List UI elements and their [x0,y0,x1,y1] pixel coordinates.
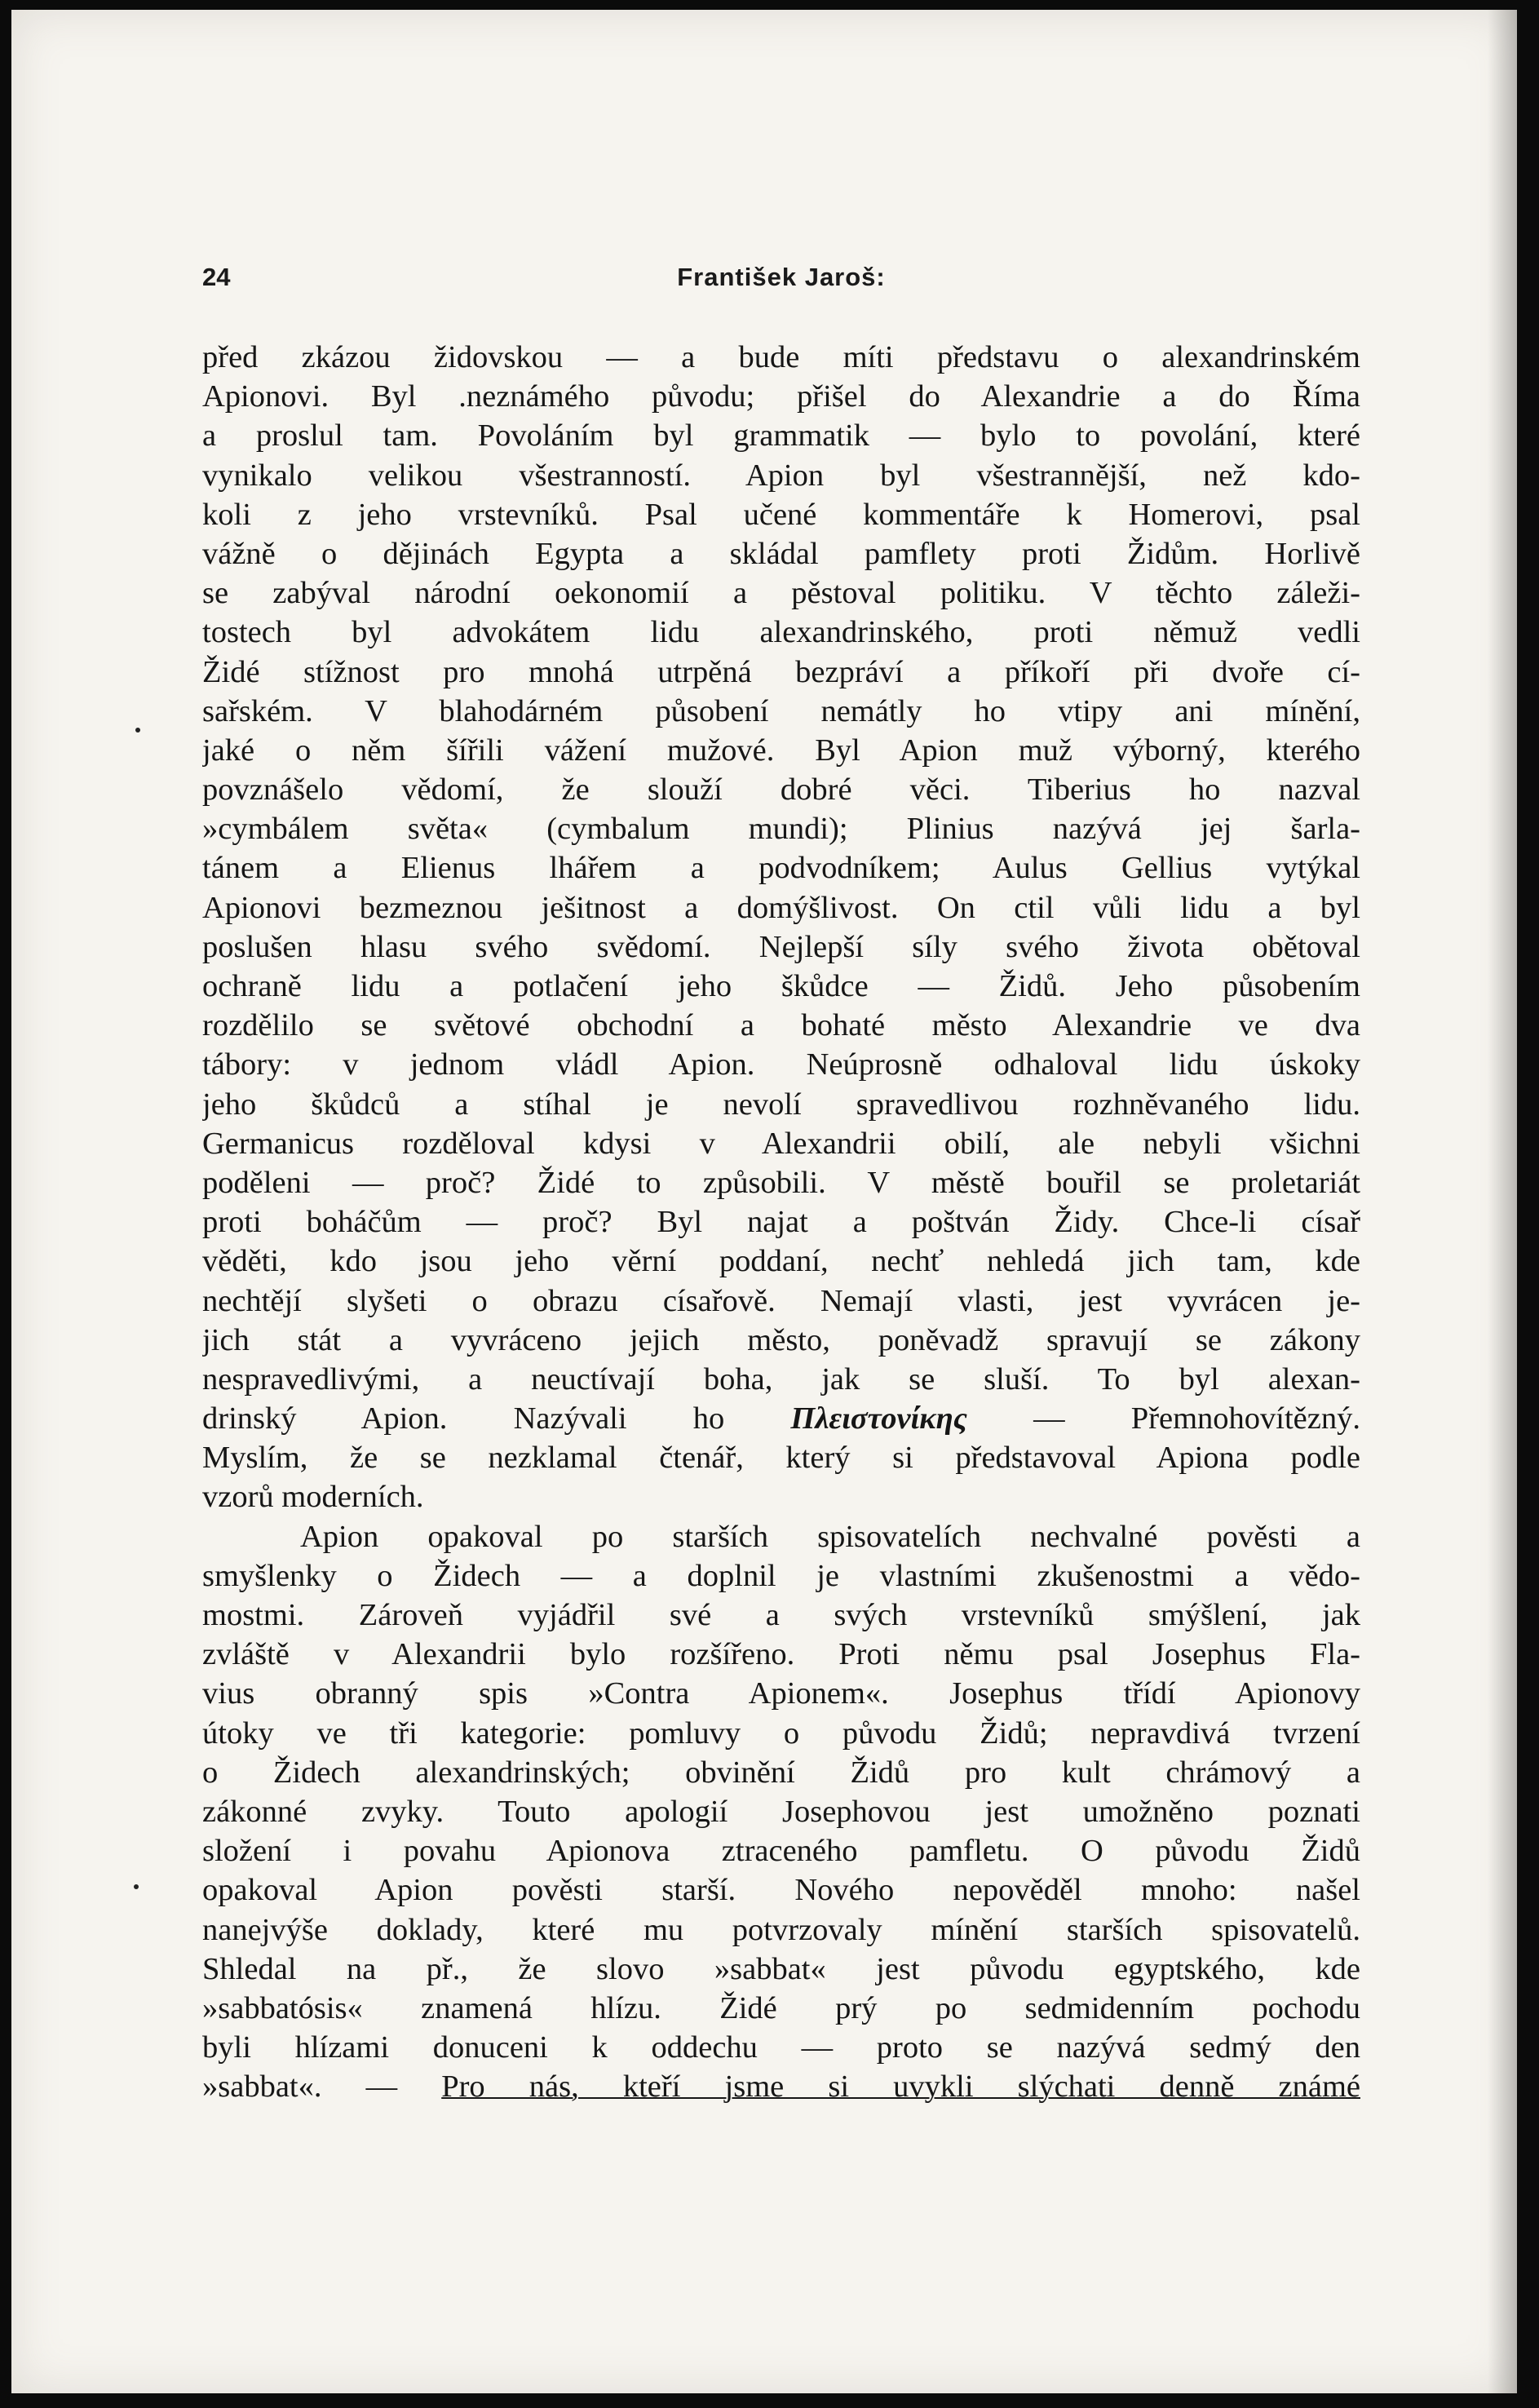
text-line: poděleni — proč? Židé to způsobili. V městě bouřil se proletariát [202,1165,1360,1200]
text-line: Apionovi. Byl .neznámého původu; přišel do Alexandrie a do Říma [202,379,1360,414]
paragraph-1-end [202,1438,1360,1516]
text-line: Myslím, že se nezklamal čtenář, který si představoval Apiona podle [202,1441,1360,1476]
stray-mark [135,728,140,733]
text-line: sařském. V blahodárném působení nemátly ho vtipy ani mínění, [202,693,1360,728]
page-number: 24 [202,263,231,291]
text-line: nechtějí slyšeti o obrazu císařově. Nemají vlasti, jest vyvrácen je- [202,1283,1360,1318]
text-line: »cymbálem světa« (cymbalum mundi); Plinius nazývá jej šarla- [202,812,1360,847]
book-page [11,10,1517,2393]
text-line: ochraně lidu a potlačení jeho škůdce — Židů. Jeho působením [202,969,1360,1003]
text-line-last [202,2067,1360,2106]
text-line: »sabbatósis« znamená hlízu. Židé prý po sedmidenním pochodu [202,1990,1360,2025]
text-line: věděti, kdo jsou jeho věrní poddaní, nechť nehledá jich tam, kde [202,1244,1360,1279]
text-line: tostech byl advokátem lidu alexandrinského, proti němuž vedli [202,615,1360,650]
text-line: jeho škůdců a stíhal je nevolí spravedlivou rozhněvaného lidu. [202,1087,1360,1122]
stray-mark [134,1884,139,1889]
last-line-underlined: Pro nás, kteří jsme si uvykli slýchati denně známé [441,2069,1360,2105]
greek-word: Πλειστονίκης [790,1401,967,1436]
text-line: nespravedlivými, a neuctívají boha, jak se sluší. To byl alexan- [202,1361,1360,1397]
text-line: Shledal na př., že slovo »sabbat« jest původu egyptského, kde [202,1951,1360,1986]
text-line: proti boháčům — proč? Byl najat a poštván Židy. Chce-li císař [202,1205,1360,1240]
text-line: Germanicus rozděloval kdysi v Alexandrii obilí, ale nebyli všichni [202,1126,1360,1161]
text-line: povznášelo vědomí, že slouží dobré věci. Tiberius ho nazval [202,772,1360,808]
text-line: složení i povahu Apionova ztraceného pamfletu. O původu Židů [202,1834,1360,1869]
text-line: a proslul tam. Povoláním byl grammatik — bylo to povolání, které [202,418,1360,454]
text-line: zvláště v Alexandrii bylo rozšířeno. Proti němu psal Josephus Fla- [202,1637,1360,1672]
text-line: Apion opakoval po starších spisovatelích nechvalné pověsti a [300,1519,1360,1554]
text-line: opakoval Apion pověsti starší. Nového nepověděl mnoho: našel [202,1873,1360,1908]
body-text [202,338,1360,2106]
paragraph-2 [202,1517,1360,2068]
text-line: před zkázou židovskou — a bude míti představu o alexandrinském [202,340,1360,374]
text-line: tánem a Elienus lhářem a podvodníkem; Aulus Gellius vytýkal [202,851,1360,886]
page-header [202,263,1360,303]
text-line: mostmi. Zároveň vyjádřil své a svých vrstevníků smýšlení, jak [202,1598,1360,1632]
text-line: jaké o něm šířili vážení mužové. Byl Apion muž výborný, kterého [202,733,1360,768]
text-line: Židé stížnost pro mnohá utrpěná bezpráví a příkoří při dvoře cí- [202,654,1360,689]
text-line: útoky ve tři kategorie: pomluvy o původu Židů; nepravdivá tvrzení [202,1715,1360,1751]
text-line: jich stát a vyvráceno jejich město, poněvadž spravují se zákony [202,1322,1360,1357]
text-line: o Židech alexandrinských; obvinění Židů pro kult chrámový a [202,1755,1360,1790]
text-line: byli hlízami donuceni k oddechu — proto se nazývá sedmý den [202,2030,1360,2065]
text-line: koli z jeho vrstevníků. Psal učené kommentáře k Homerovi, psal [202,497,1360,532]
text-line: se zabýval národní oekonomií a pěstoval politiku. V těchto záleži- [202,576,1360,611]
text-line: Apionovi bezmeznou ješitnost a domýšlivost. On ctil vůli lidu a byl [202,890,1360,925]
text-line: vážně o dějinách Egypta a skládal pamflety proti Židům. Horlivě [202,536,1360,571]
text-line: vius obranný spis »Contra Apionem«. Josephus třídí Apionovy [202,1676,1360,1711]
text-line: nanejvýše doklady, které mu potvrzovaly mínění starších spisovatelů. [202,1912,1360,1947]
paragraph-1 [202,338,1360,1399]
text-line: zákonné zvyky. Touto apologií Josephovou jest umožněno poznati [202,1794,1360,1829]
text-line: vynikalo velikou všestranností. Apion byl všestrannější, než kdo- [202,458,1360,493]
text-line: tábory: v jednom vládl Apion. Neúprosně odhaloval lidu úskoky [202,1047,1360,1082]
last-line-before: »sabbat«. — [202,2069,442,2105]
text-line: vzorů moderních. [202,1480,424,1515]
text-line-greek [202,1399,1360,1438]
greek-line-after: — Přemnohovítězný. [966,1401,1360,1436]
text-line: rozdělilo se světové obchodní a bohaté město Alexandrie ve dva [202,1008,1360,1043]
text-line: poslušen hlasu svého svědomí. Nejlepší síly svého života obětoval [202,929,1360,964]
text-line: smyšlenky o Židech — a doplnil je vlastními zkušenostmi a vědo- [202,1558,1360,1593]
running-head: František Jaroš: [677,263,886,291]
greek-line-before: drinský Apion. Nazývali ho [202,1401,791,1436]
